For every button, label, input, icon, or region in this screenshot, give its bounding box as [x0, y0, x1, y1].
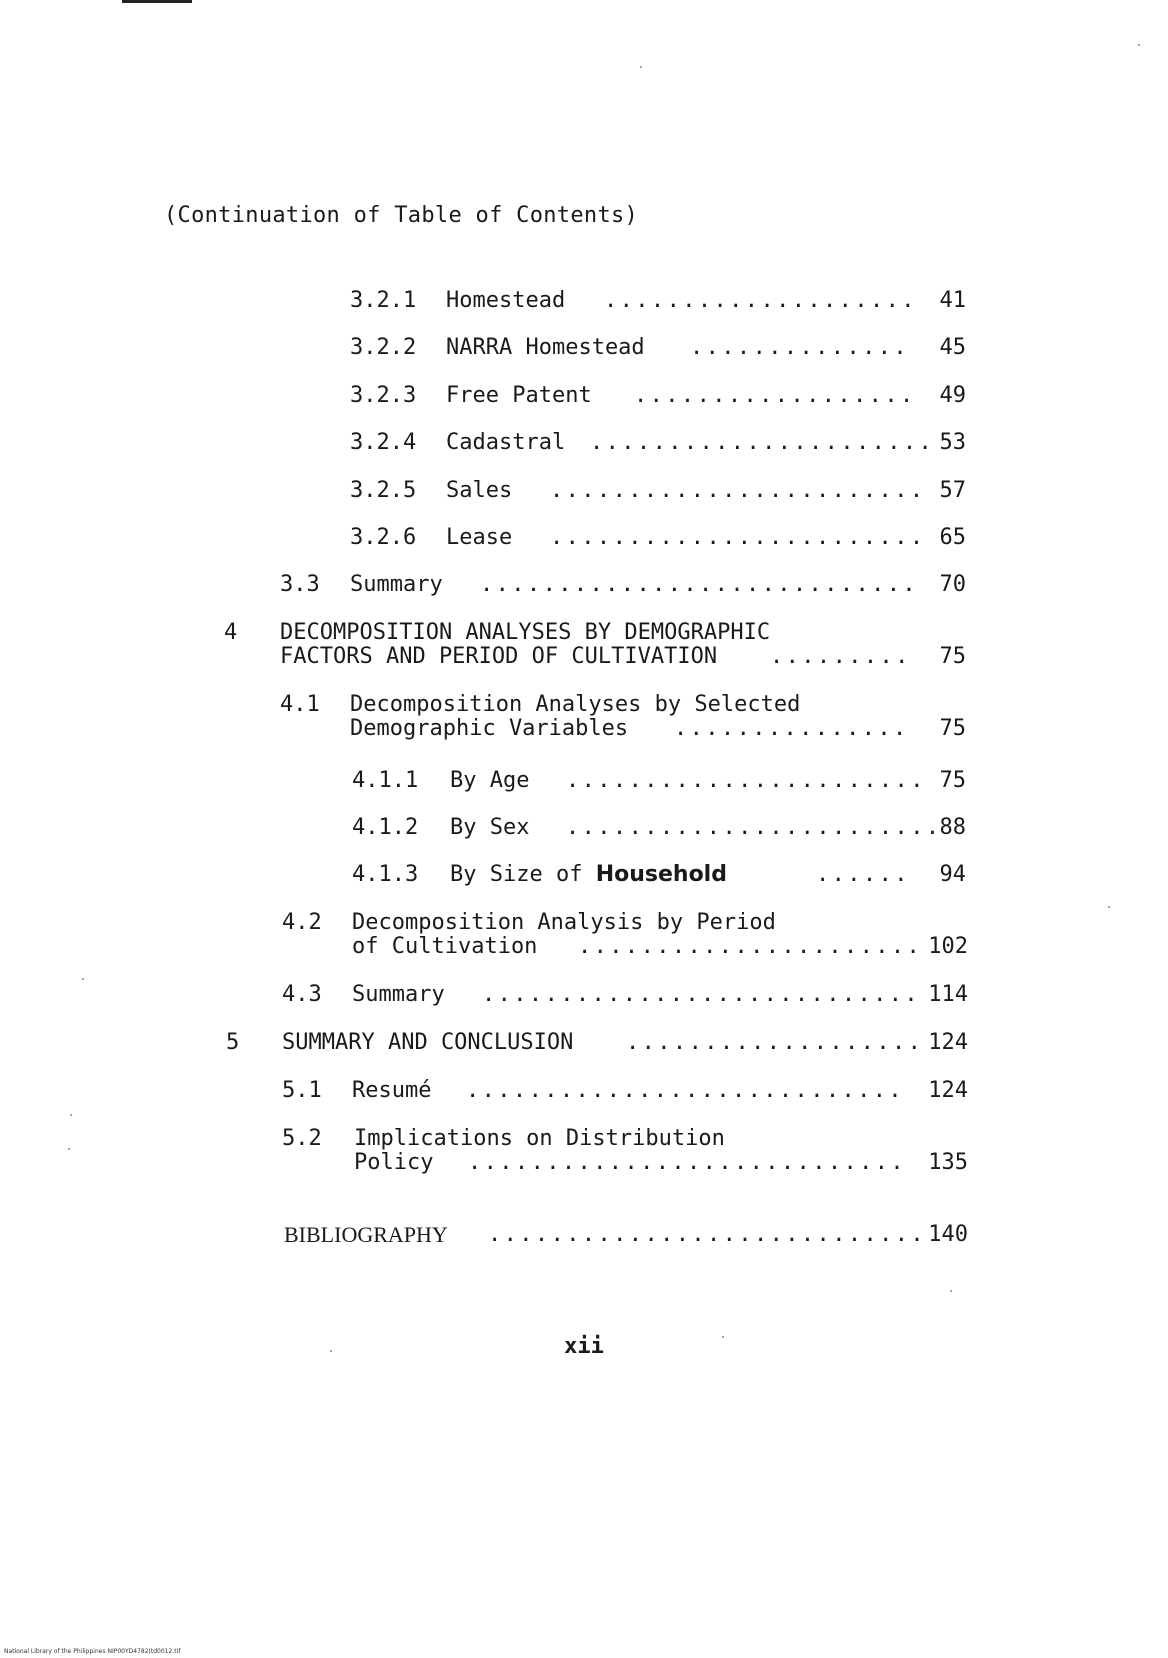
toc-title: Homestead: [446, 288, 566, 313]
toc-number: 3.2.4: [350, 430, 417, 455]
toc-leader: ........................: [550, 525, 926, 550]
toc-entry-4: [224, 620, 970, 676]
toc-leader: ............................: [480, 572, 919, 597]
toc-title-line-2: Policy: [354, 1150, 434, 1175]
toc-page: 57: [939, 478, 966, 503]
toc-title-line-1: Decomposition Analyses by Selected: [350, 692, 801, 717]
scan-speck: [330, 1350, 332, 1352]
toc-number: 5.1: [282, 1078, 322, 1103]
toc-title: SUMMARY AND CONCLUSION: [282, 1030, 574, 1055]
toc-number: 3.2.2: [350, 335, 417, 360]
toc-entry-3-2-2: [350, 335, 970, 365]
toc-leader: ......................: [590, 430, 935, 455]
toc-entry-4-2: [282, 910, 970, 966]
toc-page: 65: [939, 525, 966, 550]
toc-page: 75: [939, 768, 966, 793]
toc-title-line-1: Implications on Distribution: [354, 1126, 725, 1151]
toc-entry-4-1-3: [352, 862, 970, 892]
toc-page: 88: [939, 815, 966, 840]
page-number: xii: [564, 1334, 604, 1359]
toc-title: [450, 862, 727, 887]
scan-speck: [82, 978, 84, 980]
toc-title-line-1: DECOMPOSITION ANALYSES BY DEMOGRAPHIC: [280, 620, 771, 645]
toc-entry-4-3: [282, 982, 970, 1012]
toc-page: 75: [939, 716, 966, 741]
scan-speck: [70, 1114, 72, 1116]
toc-leader: .......................: [566, 768, 926, 793]
toc-leader: ......................: [578, 934, 923, 959]
toc-number: 4.2: [282, 910, 322, 935]
toc-entry-5-2: [282, 1126, 970, 1182]
toc-page: 53: [939, 430, 966, 455]
toc-number: 4.1.1: [352, 768, 419, 793]
toc-title: Summary: [352, 982, 445, 1007]
toc-title: Lease: [446, 525, 513, 550]
toc-title: Sales: [446, 478, 513, 503]
toc-page: 124: [928, 1078, 968, 1103]
toc-title: Summary: [350, 572, 443, 597]
toc-leader: ........................: [550, 478, 926, 503]
toc-entry-4-1-1: [352, 768, 970, 798]
toc-leader: ......: [816, 862, 910, 887]
toc-entry-4-1-2: [352, 815, 970, 845]
toc-number: 3.2.6: [350, 525, 417, 550]
toc-title-line-1: Decomposition Analysis by Period: [352, 910, 776, 935]
toc-title-line-2: FACTORS AND PERIOD OF CULTIVATION: [280, 644, 718, 669]
toc-number: 3.2.5: [350, 478, 417, 503]
toc-title-part: By Size of: [450, 862, 596, 887]
toc-page: 41: [939, 288, 966, 313]
toc-number: 4.3: [282, 982, 322, 1007]
toc-entry-3-2-4: [350, 430, 970, 460]
scan-speck: [68, 1148, 70, 1150]
toc-leader: ............................: [468, 1150, 907, 1175]
toc-title: By Sex: [450, 815, 530, 840]
toc-number: 4.1.2: [352, 815, 419, 840]
toc-number: 3.3: [280, 572, 320, 597]
toc-entry-5: [226, 1030, 970, 1060]
scan-footer-note: National Library of the Philippines NIP00YD4782(td0012.tif: [4, 1648, 181, 1655]
toc-title: Free Patent: [446, 383, 592, 408]
toc-title-bold-part: Household: [595, 862, 727, 887]
toc-page: 140: [928, 1222, 968, 1247]
toc-page: 49: [939, 383, 966, 408]
toc-number: 5.2: [282, 1126, 322, 1151]
toc-page: 135: [928, 1150, 968, 1175]
toc-page: 102: [928, 934, 968, 959]
toc-title-line-2: Demographic Variables: [350, 716, 629, 741]
toc-entry-4-1: [280, 692, 970, 748]
scan-speck: [950, 1290, 952, 1292]
toc-entry-bibliography: [284, 1222, 970, 1252]
toc-page: 70: [939, 572, 966, 597]
toc-number: 5: [226, 1030, 240, 1055]
toc-leader: .........: [770, 644, 911, 669]
toc-entry-3-2-6: [350, 525, 970, 555]
toc-title: NARRA Homestead: [446, 335, 645, 360]
toc-title: Resumé: [352, 1078, 432, 1103]
toc-leader: ....................: [604, 288, 917, 313]
toc-page: 114: [928, 982, 968, 1007]
scan-speck: [722, 1336, 724, 1338]
toc-entry-3-2-5: [350, 478, 970, 508]
toc-title: By Age: [450, 768, 530, 793]
toc-title: Cadastral: [446, 430, 566, 455]
toc-number: 3.2.1: [350, 288, 417, 313]
toc-number: 4: [224, 620, 238, 645]
toc-number: 4.1: [280, 692, 320, 717]
toc-leader: ........................: [566, 815, 942, 840]
toc-title-line-2: of Cultivation: [352, 934, 538, 959]
toc-leader: ............................: [482, 982, 921, 1007]
toc-leader: ............................: [488, 1222, 927, 1247]
toc-leader: ..................: [634, 383, 916, 408]
toc-number: 4.1.3: [352, 862, 419, 887]
page-heading: (Continuation of Table of Contents): [164, 203, 639, 228]
toc-entry-3-3: [280, 572, 970, 602]
toc-page: 75: [939, 644, 966, 669]
toc-entry-3-2-3: [350, 383, 970, 413]
scan-speck: [640, 66, 642, 68]
toc-page: 45: [939, 335, 966, 360]
toc-entry-3-2-1: [350, 288, 970, 318]
scan-speck: [1138, 44, 1140, 46]
toc-leader: ...............: [674, 716, 909, 741]
toc-page: 124: [928, 1030, 968, 1055]
toc-leader: ............................: [466, 1078, 905, 1103]
top-rule: [122, 0, 192, 3]
toc-title: BIBLIOGRAPHY: [284, 1222, 448, 1247]
toc-number: 3.2.3: [350, 383, 417, 408]
toc-entry-5-1: [282, 1078, 970, 1108]
toc-leader: ...................: [626, 1030, 924, 1055]
scan-speck: [1108, 906, 1110, 908]
toc-leader: ..............: [690, 335, 910, 360]
toc-page: 94: [939, 862, 966, 887]
